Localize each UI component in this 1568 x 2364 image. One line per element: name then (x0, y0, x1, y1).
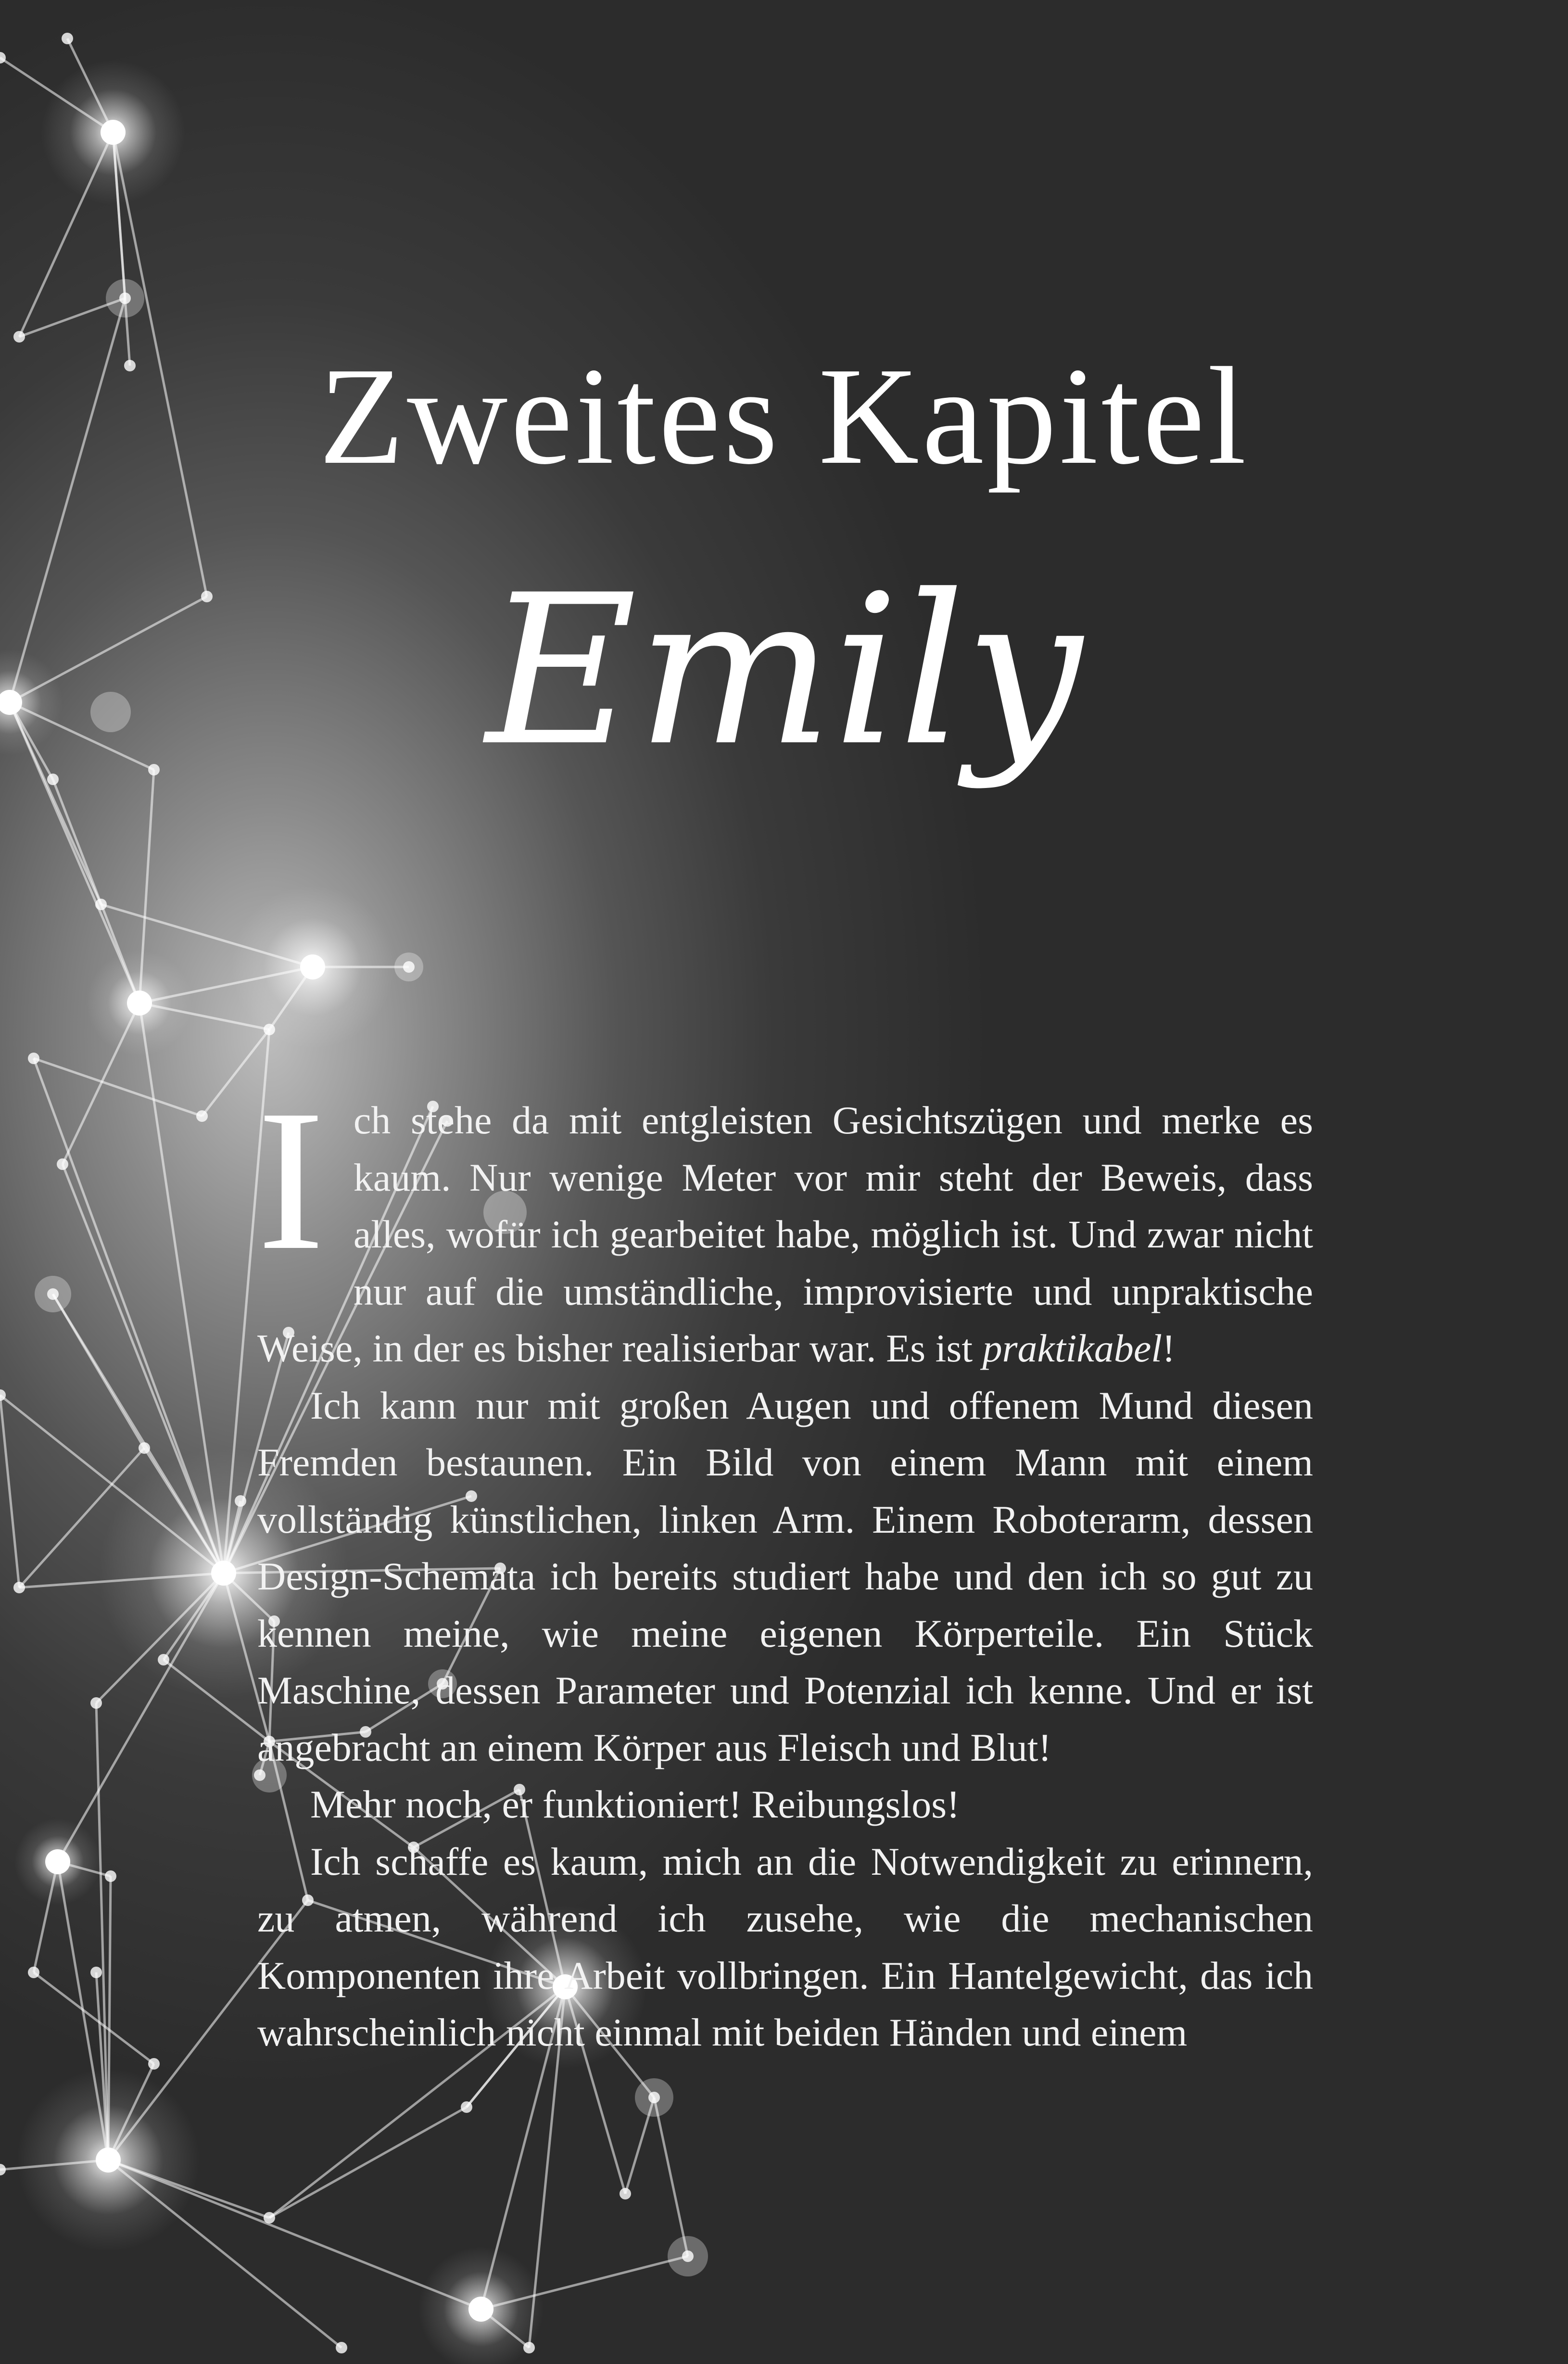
paragraph-1-end: ! (1162, 1326, 1176, 1370)
paragraph-3: Mehr noch, er funktioniert! Reibungslos! (310, 1782, 960, 1826)
paragraph-4: Ich schaffe es kaum, mich an die Notwendigkeit zu erinnern, zu atmen, während ich zusehe, wie die mechanischen Komponenten ihre Arbeit vollbringen. Ein Hantelgewicht, das ich wahrscheinlich nicht einmal mit beiden Händen und einem (257, 1839, 1313, 2054)
paragraph-2: Ich kann nur mit großen Augen und offenem Mund diesen Fremden bestaunen. Ein Bild von einem Mann mit einem vollständig künstlichen, linken Arm. Einem Roboterarm, dessen Design-Schemata ich bereits studiert habe und den ich so gut zu kennen meine, wie meine eigenen Körperteile. Ein Stück Maschine, dessen Parameter und Potenzial ich kenne. Und er ist angebracht an einem Körper aus Fleisch und Blut! (257, 1383, 1313, 1769)
chapter-body-text (257, 1068, 1313, 2061)
drop-cap: I (257, 1068, 325, 1292)
paragraph-1-text: ch stehe da mit entgleisten Gesichtszügen und merke es kaum. Nur wenige Meter vor mir steht der Beweis, dass alles, wofür ich gearbeitet habe, möglich ist. Und zwar nicht nur auf die umständliche, improvisierte und unpraktische Weise, in der es bisher realisierbar war. Es ist (257, 1098, 1313, 1370)
chapter-title: Zweites Kapitel (318, 339, 1250, 493)
emphasis-praktikabel: praktikabel (982, 1326, 1163, 1370)
paragraph-1 (257, 1068, 1313, 1377)
chapter-subtitle: Emily (486, 551, 1082, 791)
